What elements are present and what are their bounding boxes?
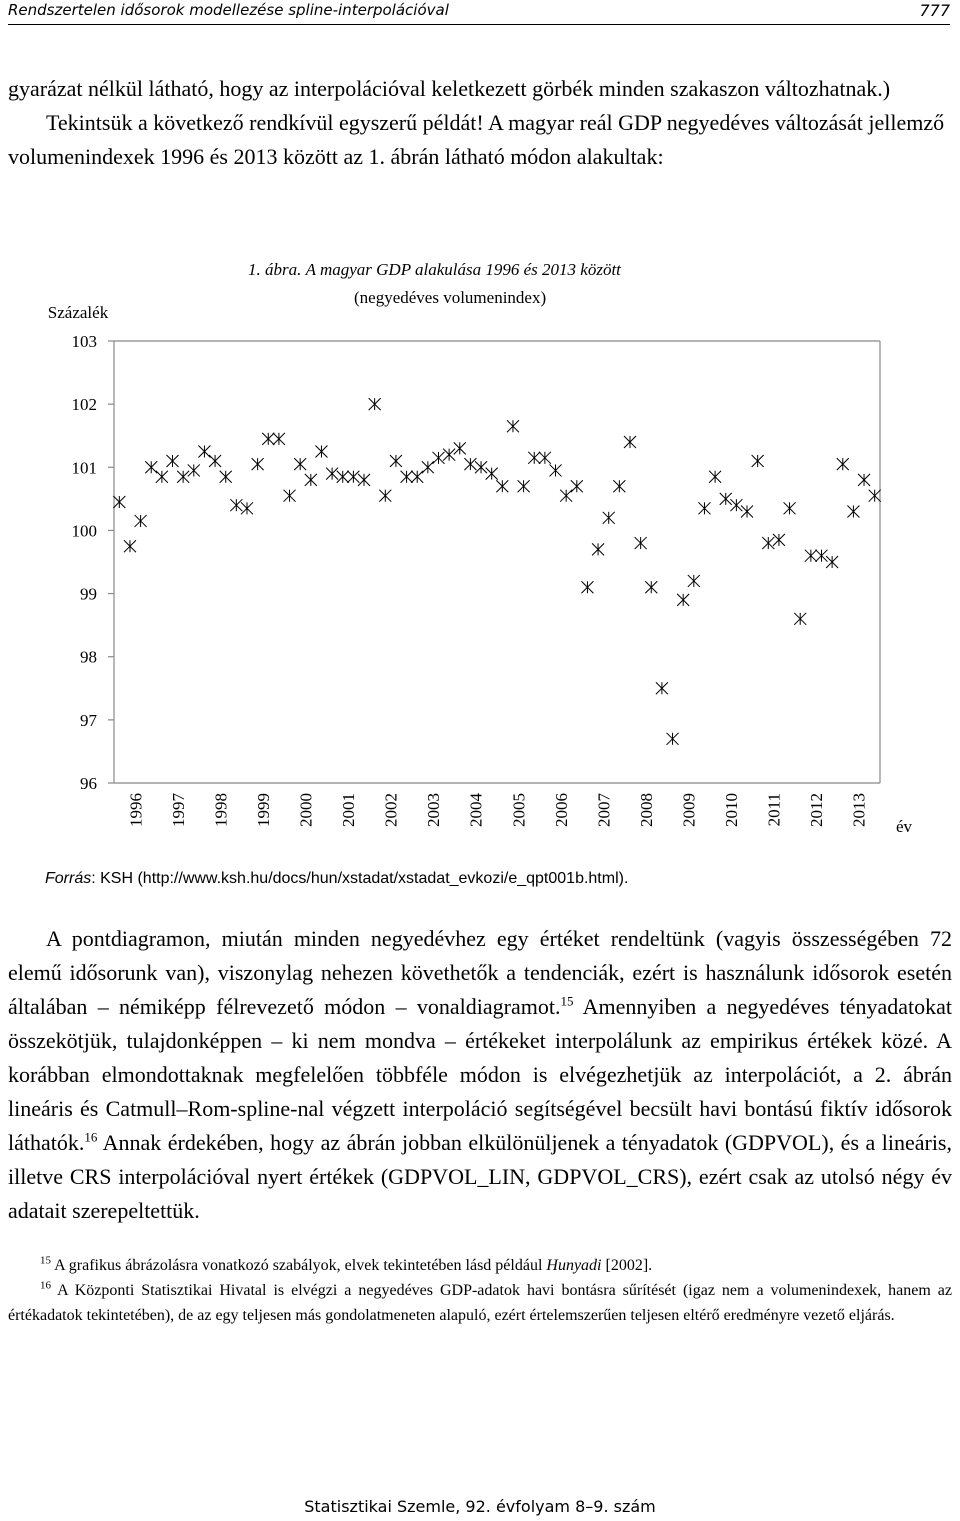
- figure-source: [45, 870, 628, 888]
- data-point: [411, 471, 423, 483]
- body-text-1: A pontdiagramon, miután minden negyedévhez egy értéket rendeltünk (vagyis összességében 72 elemű idősorunk van), viszonylag nehezen követhetők a tendenciák, ezért is használunk idősorok esetén általában – némiképp félrevezető módon – vonaldiagramot.: [8, 926, 952, 1019]
- data-point: [730, 499, 742, 511]
- data-point: [656, 682, 668, 694]
- data-point: [273, 433, 285, 445]
- x-tick-label: 2000: [296, 793, 316, 827]
- footnote-15-author: Hunyadi: [546, 1257, 602, 1274]
- data-point: [762, 537, 774, 549]
- data-point: [390, 455, 402, 467]
- data-point: [113, 496, 125, 508]
- figure-label: 1. ábra.: [248, 260, 302, 279]
- data-point: [252, 458, 264, 470]
- x-tick-label: 1998: [211, 793, 231, 827]
- data-point: [347, 471, 359, 483]
- data-point: [284, 490, 296, 502]
- data-point: [507, 420, 519, 432]
- data-points: [113, 398, 880, 745]
- data-point: [209, 455, 221, 467]
- y-tick-label: 100: [71, 521, 97, 541]
- x-tick-label: 2004: [466, 793, 486, 827]
- x-tick-label: 2005: [509, 793, 529, 827]
- y-axis: [72, 332, 881, 793]
- footnote-ref-16: 16: [84, 1129, 98, 1145]
- scatter-chart: [0, 290, 960, 870]
- data-point: [613, 480, 625, 492]
- data-point: [167, 455, 179, 467]
- data-point: [294, 458, 306, 470]
- data-point: [401, 471, 413, 483]
- footnote-16-text: A Központi Statisztikai Hivatal is elvégzi a negyedéves GDP-adatok havi bontásra sűrítését (igaz nem a volumenindexek, hanem az értékadatok tekintetében), de az egy teljesen más gondolatmeneten alapuló, ezért értelemszerűen teljesen eltérő eredményre vezető eljárás.: [8, 1282, 952, 1324]
- data-point: [486, 468, 498, 480]
- footnote-16: [8, 1278, 952, 1328]
- intro-line-2: Tekintsük a következő rendkívül egyszerű példát! A magyar reál GDP negyedéves változását jellemző volumenindexek 1996 és 2013 között az 1. ábrán látható módon alakultak:: [8, 110, 945, 169]
- footnote-15: [8, 1253, 952, 1278]
- data-point: [805, 550, 817, 562]
- data-point: [369, 398, 381, 410]
- data-point: [794, 613, 806, 625]
- data-point: [837, 458, 849, 470]
- x-tick-label: 2008: [636, 793, 656, 827]
- y-tick-label: 101: [71, 458, 97, 478]
- source-label: Forrás: [45, 870, 92, 887]
- data-point: [305, 474, 317, 486]
- data-point: [443, 449, 455, 461]
- intro-paragraph: [8, 72, 952, 174]
- data-point: [752, 455, 764, 467]
- data-point: [539, 452, 551, 464]
- x-tick-label: 2001: [339, 793, 359, 827]
- data-point: [645, 581, 657, 593]
- data-point: [358, 474, 370, 486]
- x-tick-label: 2011: [764, 793, 784, 827]
- footnote-15-number: 15: [40, 1254, 51, 1267]
- data-point: [560, 490, 572, 502]
- data-point: [337, 471, 349, 483]
- running-header-title: Rendszertelen idősorok modellezése spline-interpolációval: [8, 1, 449, 19]
- x-axis: [126, 793, 868, 828]
- x-tick-label: 1997: [168, 793, 188, 827]
- footnote-15-text-a: A grafikus ábrázolásra vonatkozó szabályok, elvek tekintetében lásd például: [51, 1257, 547, 1274]
- body-paragraph: [8, 922, 952, 1228]
- data-point: [156, 471, 168, 483]
- x-tick-label: 2013: [849, 793, 869, 827]
- data-point: [869, 490, 881, 502]
- data-point: [773, 534, 785, 546]
- data-point: [635, 537, 647, 549]
- x-axis-label: év: [895, 817, 913, 836]
- data-point: [188, 464, 200, 476]
- running-header: [8, 0, 950, 25]
- y-tick-label: 99: [80, 584, 97, 604]
- figure-title-text: A magyar GDP alakulása 1996 és 2013 között: [305, 260, 621, 279]
- data-point: [496, 480, 508, 492]
- data-point: [475, 461, 487, 473]
- data-point: [379, 490, 391, 502]
- data-point: [454, 442, 466, 454]
- data-point: [326, 468, 338, 480]
- data-point: [858, 474, 870, 486]
- source-text: : KSH (http://www.ksh.hu/docs/hun/xstadat/xstadat_evkozi/e_qpt001b.html).: [91, 870, 629, 887]
- data-point: [720, 493, 732, 505]
- data-point: [688, 575, 700, 587]
- y-tick-label: 103: [71, 332, 97, 351]
- data-point: [826, 556, 838, 568]
- data-point: [145, 461, 157, 473]
- data-point: [220, 471, 232, 483]
- data-point: [518, 480, 530, 492]
- data-point: [528, 452, 540, 464]
- data-point: [847, 505, 859, 517]
- intro-line-1: gyarázat nélkül látható, hogy az interpolációval keletkezett görbék minden szakaszon változhatnak.): [8, 76, 891, 101]
- data-point: [592, 543, 604, 555]
- data-point: [741, 505, 753, 517]
- figure-subtitle: (negyedéves volumenindex): [354, 288, 547, 307]
- x-tick-label: 1999: [253, 793, 273, 827]
- data-point: [432, 452, 444, 464]
- y-axis-label: Százalék: [47, 303, 109, 322]
- data-point: [124, 540, 136, 552]
- data-point: [709, 471, 721, 483]
- x-tick-label: 2010: [722, 793, 742, 827]
- x-tick-label: 2012: [807, 793, 827, 827]
- x-tick-label: 1996: [126, 793, 146, 827]
- data-point: [230, 499, 242, 511]
- data-point: [581, 581, 593, 593]
- footnotes: [8, 1253, 952, 1328]
- body-text-2: Amennyiben a negyedéves tényadatokat összekötjük, tulajdonképpen – ki nem mondva – értékeket interpolálunk az empirikus értékek közé. A korábban elmondottaknak megfelelően többféle módon is elvégezhetjük az interpolációt, a 2. ábrán lineáris és Catmull–Rom-spline-nal végzett interpoláció segítségével becsült havi bontású fiktív idősorok láthatók.: [8, 994, 952, 1155]
- data-point: [784, 502, 796, 514]
- x-tick-label: 2003: [424, 793, 444, 827]
- data-point: [815, 550, 827, 562]
- data-point: [571, 480, 583, 492]
- page-number: 777: [919, 1, 950, 20]
- body-text-3: Annak érdekében, hogy az ábrán jobban elkülönüljenek a tényadatok (GDPVOL), és a lineáris, illetve CRS interpolációval nyert értékek (GDPVOL_LIN, GDPVOL_CRS), ezért csak az utolsó négy év adatait szerepeltettük.: [8, 1130, 952, 1223]
- data-point: [177, 471, 189, 483]
- x-tick-label: 2009: [679, 793, 699, 827]
- data-point: [135, 515, 147, 527]
- data-point: [422, 461, 434, 473]
- data-point: [624, 436, 636, 448]
- x-tick-label: 2006: [551, 793, 571, 827]
- footnote-15-text-b: [2002].: [601, 1257, 653, 1274]
- data-point: [667, 733, 679, 745]
- x-tick-label: 2007: [594, 793, 614, 827]
- data-point: [603, 512, 615, 524]
- data-point: [464, 458, 476, 470]
- data-point: [198, 446, 210, 458]
- data-point: [262, 433, 274, 445]
- y-tick-label: 96: [80, 774, 97, 793]
- y-tick-label: 98: [80, 647, 97, 667]
- data-point: [698, 502, 710, 514]
- y-tick-label: 102: [71, 395, 97, 415]
- data-point: [550, 464, 562, 476]
- y-tick-label: 97: [80, 710, 97, 730]
- x-tick-label: 2002: [381, 793, 401, 827]
- footnote-16-number: 16: [40, 1279, 51, 1292]
- data-point: [677, 594, 689, 606]
- running-footer: Statisztikai Szemle, 92. évfolyam 8–9. szám: [304, 1497, 656, 1516]
- data-point: [241, 502, 253, 514]
- data-point: [315, 446, 327, 458]
- footnote-ref-15: 15: [560, 993, 574, 1009]
